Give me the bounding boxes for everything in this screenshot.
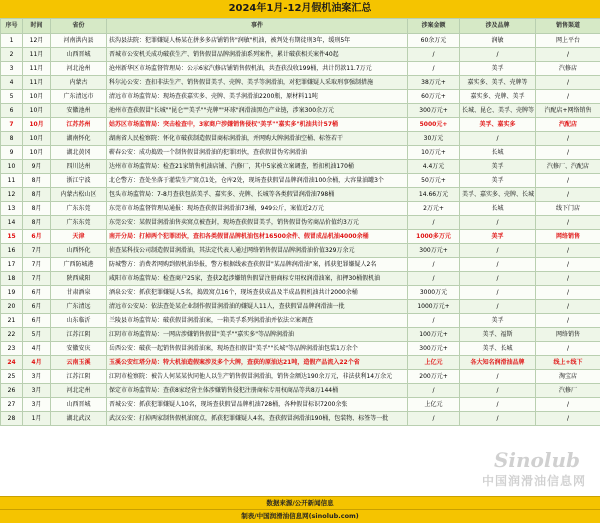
row-time-cell: 10月 (23, 132, 51, 146)
row-province-cell: 广东清远 (51, 300, 107, 314)
table-row (1, 244, 600, 258)
table-row (1, 342, 600, 356)
row-time-cell: 7月 (23, 258, 51, 272)
row-event-cell: 岳西公安：破获一起销售假冒润滑油案，现场查扣假冒"美孚""长城"等品牌润滑油包装1万余个 (107, 342, 408, 356)
row-province-cell: 湖南怀化 (51, 132, 107, 146)
case-table (0, 18, 600, 426)
row-province-cell: 山西怀化 (51, 244, 107, 258)
row-event-cell: 酒泉公安：抓获犯罪嫌疑人5名，捣毁窝点16个，现场查获成品及半成品假机油共计2000余桶 (107, 286, 408, 300)
row-time-cell: 6月 (23, 230, 51, 244)
row-no-cell: 4 (1, 76, 23, 90)
row-amount-cell: / (408, 314, 460, 328)
row-brand-cell: / (460, 258, 536, 272)
table-row (1, 104, 600, 118)
row-event-cell: 南开分局：打掉两个犯罪团伙，查扣各类假冒品牌机油包材16500余件、假冒成品机油4000余桶 (107, 230, 408, 244)
table-row (1, 90, 600, 104)
row-province-cell: 江苏江阴 (51, 370, 107, 384)
row-time-cell: 6月 (23, 286, 51, 300)
row-time-cell: 7月 (23, 244, 51, 258)
header-cell-province: 省份 (51, 19, 107, 34)
row-province-cell: 内蒙古松山区 (51, 188, 107, 202)
row-amount-cell: 50万元+ (408, 174, 460, 188)
row-channel-cell: 淘宝店 (536, 370, 600, 384)
row-event-cell: 东莞市市场监督管理局通报：现场查获假冒润滑油73桶，949公斤，案值近2万元 (107, 202, 408, 216)
row-province-cell: 河南洪内县 (51, 34, 107, 48)
row-amount-cell: / (408, 62, 460, 76)
row-time-cell: 1月 (23, 412, 51, 426)
row-amount-cell: 上亿元 (408, 398, 460, 412)
row-no-cell: 1 (1, 34, 23, 48)
row-event-cell: 北仑警方：查处坐落于灌装生产窝点1处，仓库2处，现场查获假冒品牌润滑油100余桶，大容量油罐3个 (107, 174, 408, 188)
row-province-cell: 河北定州 (51, 384, 107, 398)
row-province-cell: 山西晋城 (51, 398, 107, 412)
row-time-cell: 10月 (23, 90, 51, 104)
row-brand-cell: 美孚、长城 (460, 342, 536, 356)
row-province-cell: 陕西咸阳 (51, 272, 107, 286)
row-brand-cell: / (460, 398, 536, 412)
row-event-cell: 沧州新华区市场监督管理局：公示6家汽修店铺销售假机油，共查获没收199桶，共计罚款11.7万元 (107, 62, 408, 76)
table-row (1, 146, 600, 160)
row-no-cell: 27 (1, 398, 23, 412)
table-row (1, 370, 600, 384)
row-channel-cell: 线下门店 (536, 202, 600, 216)
row-no-cell: 9 (1, 146, 23, 160)
row-channel-cell: / (536, 314, 600, 328)
table-row (1, 300, 600, 314)
row-amount-cell: 10万元+ (408, 146, 460, 160)
row-channel-cell: 网络销售 (536, 230, 600, 244)
row-event-cell: 达州市市场监管局：检查21家销售机油店铺、汽修厂，其中5家被立案调查，暂扣机油170桶 (107, 160, 408, 174)
row-amount-cell: 300万元+ (408, 104, 460, 118)
row-no-cell: 22 (1, 328, 23, 342)
row-no-cell: 24 (1, 356, 23, 370)
footer-source: 数据来源/公开新闻信息 (0, 496, 600, 510)
row-time-cell: 4月 (23, 342, 51, 356)
row-brand-cell: 长城、昆仑、美孚、壳牌等 (460, 104, 536, 118)
row-channel-cell: 网上平台 (536, 34, 600, 48)
row-brand-cell: / (460, 370, 536, 384)
table-row (1, 62, 600, 76)
row-event-cell: 武汉公安：打掉两家制售假机油窝点，抓获犯罪嫌疑人4名，查获假冒润滑油190桶，包装物、标签等一批 (107, 412, 408, 426)
row-channel-cell: / (536, 272, 600, 286)
row-no-cell: 26 (1, 384, 23, 398)
row-time-cell: 3月 (23, 398, 51, 412)
row-no-cell: 19 (1, 286, 23, 300)
row-time-cell: 8月 (23, 174, 51, 188)
row-province-cell: 山西晋城 (51, 48, 107, 62)
row-time-cell: 8月 (23, 202, 51, 216)
row-channel-cell: / (536, 286, 600, 300)
row-amount-cell: / (408, 48, 460, 62)
table-row (1, 286, 600, 300)
row-brand-cell: / (460, 48, 536, 62)
row-no-cell: 10 (1, 160, 23, 174)
row-province-cell: 湖北武汉 (51, 412, 107, 426)
row-channel-cell: / (536, 90, 600, 104)
row-brand-cell: 长城 (460, 146, 536, 160)
table-row (1, 356, 600, 370)
row-amount-cell: 300万元+ (408, 342, 460, 356)
watermark-logo: Sinolub (494, 448, 580, 472)
row-brand-cell: 美孚 (460, 230, 536, 244)
row-event-cell: 侦查某科技公司制造假冒润滑油，其法定代表人通过网络销售假冒品牌润滑油价值329万余元 (107, 244, 408, 258)
row-brand-cell: 美孚、福斯 (460, 328, 536, 342)
row-event-cell: 姑苏区市场监管局：突击检查中，3家商户涉嫌销售侵权"美孚""嘉实多"机油共计57桶 (107, 118, 408, 132)
row-province-cell: 江苏苏州 (51, 118, 107, 132)
table-row (1, 328, 600, 342)
row-channel-cell: / (536, 48, 600, 62)
row-no-cell: 21 (1, 314, 23, 328)
row-channel-cell: / (536, 132, 600, 146)
row-brand-cell: / (460, 272, 536, 286)
row-no-cell: 15 (1, 230, 23, 244)
row-province-cell: 内蒙古 (51, 76, 107, 90)
row-time-cell: 8月 (23, 188, 51, 202)
row-amount-cell: / (408, 258, 460, 272)
table-row (1, 258, 600, 272)
row-amount-cell: 200万元+ (408, 370, 460, 384)
header-row (1, 19, 600, 34)
table-row (1, 384, 600, 398)
row-brand-cell: 美孚 (460, 160, 536, 174)
row-event-cell: 东莞公安：某假冒润滑油售卖窝点被查封，现场查获假冒美孚，销售假冒伪劣商品价值约3万元 (107, 216, 408, 230)
row-brand-cell: 美孚 (460, 314, 536, 328)
row-no-cell: 2 (1, 48, 23, 62)
row-event-cell: 晋城公安：抓获犯罪嫌疑人10名，现场查获假冒品牌机油728桶，各种假冒标识7200余张 (107, 398, 408, 412)
row-channel-cell: / (536, 300, 600, 314)
row-amount-cell: 38万元+ (408, 76, 460, 90)
row-channel-cell: 汽修厂 (536, 384, 600, 398)
row-brand-cell: / (460, 286, 536, 300)
row-no-cell: 28 (1, 412, 23, 426)
row-no-cell: 6 (1, 104, 23, 118)
header-cell-channel: 销售渠道 (536, 19, 600, 34)
table-row (1, 188, 600, 202)
row-brand-cell: 长城 (460, 202, 536, 216)
table-row (1, 230, 600, 244)
row-time-cell: 4月 (23, 356, 51, 370)
row-event-cell: 湖南省人民检察院：怀化市破获制造假冒商标润滑油，并网购大牌润滑油空桶、标签若干 (107, 132, 408, 146)
row-amount-cell: 3000万元 (408, 286, 460, 300)
row-amount-cell: / (408, 384, 460, 398)
row-time-cell: 6月 (23, 314, 51, 328)
row-no-cell: 18 (1, 272, 23, 286)
header-cell-amount: 涉案金额 (408, 19, 460, 34)
row-amount-cell: 上亿元 (408, 356, 460, 370)
row-province-cell: 浙江宁波 (51, 174, 107, 188)
table-row (1, 160, 600, 174)
row-amount-cell: 300万元+ (408, 244, 460, 258)
row-event-cell: 咸阳市市场监管局：检查商户25家，查获2起涉嫌销售假冒注册商标专用权润滑油案，扣押30桶假机油 (107, 272, 408, 286)
row-brand-cell: / (460, 216, 536, 230)
row-channel-cell: / (536, 146, 600, 160)
row-time-cell: 11月 (23, 76, 51, 90)
row-province-cell: 云南玉溪 (51, 356, 107, 370)
row-no-cell: 8 (1, 132, 23, 146)
row-brand-cell: 美孚 (460, 62, 536, 76)
row-province-cell: 安徽池州 (51, 104, 107, 118)
row-no-cell: 12 (1, 188, 23, 202)
row-channel-cell: / (536, 398, 600, 412)
row-event-cell: 江阴市市场监管局：一网店涉嫌销售假冒"美孚""嘉实多"等品牌润滑油 (107, 328, 408, 342)
table-row (1, 272, 600, 286)
row-amount-cell: 60万元+ (408, 90, 460, 104)
row-event-cell: 江阴市检察院：被告人何某某伙同他人以生产销售假冒润滑油，销售金额达190余万元，非法获利14万余元 (107, 370, 408, 384)
watermark-site: 中国润滑油信息网 (482, 472, 586, 489)
row-time-cell: 9月 (23, 160, 51, 174)
row-channel-cell: 线上+线下 (536, 356, 600, 370)
table-row (1, 76, 600, 90)
row-event-cell: 扶沟县法院：犯罪嫌疑人杨某在拼多多店铺销售"润敏"机油，被判处有期徒刑3年，缓刑5年 (107, 34, 408, 48)
row-province-cell: 广东东莞 (51, 202, 107, 216)
row-event-cell: 科尔沁公安：查扣非法生产、销售假冒美孚、壳牌、美孚等润滑油，对犯罪嫌疑人采取刑事强制措施 (107, 76, 408, 90)
row-amount-cell: 1000多万元 (408, 230, 460, 244)
row-time-cell: 11月 (23, 48, 51, 62)
row-time-cell: 5月 (23, 328, 51, 342)
row-brand-cell: 美孚 (460, 174, 536, 188)
row-province-cell: 山东临沂 (51, 314, 107, 328)
row-channel-cell: 汽修厂、汽配店 (536, 160, 600, 174)
row-time-cell: 3月 (23, 370, 51, 384)
row-amount-cell: 30万元 (408, 132, 460, 146)
row-event-cell: 兰陵县市场监管局：破获假冒润滑油案，一箱美孚系列润滑油并依法立案调查 (107, 314, 408, 328)
header-cell-time: 时间 (23, 19, 51, 34)
row-time-cell: 10月 (23, 146, 51, 160)
row-province-cell: 河北沧州 (51, 62, 107, 76)
row-event-cell: 蕲春公安：成功捣毁一个制售假冒润滑油的犯罪团伙，查获假冒伪劣润滑油 (107, 146, 408, 160)
row-no-cell: 3 (1, 62, 23, 76)
row-no-cell: 17 (1, 258, 23, 272)
row-channel-cell: / (536, 412, 600, 426)
row-channel-cell: 汽配店 (536, 118, 600, 132)
row-brand-cell: / (460, 412, 536, 426)
row-province-cell: 湖北黄冈 (51, 146, 107, 160)
table-row (1, 314, 600, 328)
footer-credit: 制表/中国润滑油信息网(sinolub.com) (0, 509, 600, 523)
table-row (1, 132, 600, 146)
row-channel-cell: / (536, 258, 600, 272)
row-brand-cell: 嘉实多、壳牌、美孚 (460, 90, 536, 104)
row-event-cell: 清远市市场监管局：现场查获嘉实多、壳牌、美孚润滑油2200瓶，原材料11吨 (107, 90, 408, 104)
row-no-cell: 7 (1, 118, 23, 132)
row-amount-cell: 2万元+ (408, 202, 460, 216)
header-cell-event: 事件 (107, 19, 408, 34)
row-no-cell: 16 (1, 244, 23, 258)
row-event-cell: 包头市场监管局：7-8月查获包括美孚、嘉实多、壳牌、长城等各类假冒润滑油798桶 (107, 188, 408, 202)
row-time-cell: 12月 (23, 34, 51, 48)
row-no-cell: 20 (1, 300, 23, 314)
row-province-cell: 广东清远市 (51, 90, 107, 104)
row-time-cell: 6月 (23, 300, 51, 314)
row-amount-cell: 100万元+ (408, 328, 460, 342)
row-amount-cell: / (408, 216, 460, 230)
row-channel-cell: / (536, 76, 600, 90)
row-time-cell: 10月 (23, 104, 51, 118)
row-amount-cell: 1000万元+ (408, 300, 460, 314)
row-province-cell: 四川达州 (51, 160, 107, 174)
row-province-cell: 安徽安庆 (51, 342, 107, 356)
table-row (1, 48, 600, 62)
row-time-cell: 3月 (23, 384, 51, 398)
table-row (1, 398, 600, 412)
row-channel-cell: / (536, 216, 600, 230)
row-event-cell: 保定市市场监管局：查获8家经营主体涉嫌销售侵犯注册商标专用权商品等共8万144桶 (107, 384, 408, 398)
row-event-cell: 防城警方：消费者网购到假机油举报，警方根据线索查获假冒"某品牌润滑油"案，抓获犯罪嫌疑人2名 (107, 258, 408, 272)
row-amount-cell: 60余万元 (408, 34, 460, 48)
row-channel-cell: / (536, 342, 600, 356)
row-brand-cell: / (460, 244, 536, 258)
row-channel-cell: 汽修店 (536, 62, 600, 76)
row-event-cell: 晋城市公安机关成功破获生产、销售假冒品牌润滑油系列案件，累计破获相关案件40起 (107, 48, 408, 62)
row-time-cell: 10月 (23, 118, 51, 132)
row-amount-cell: 5000元+ (408, 118, 460, 132)
row-brand-cell: 美孚、嘉实多 (460, 118, 536, 132)
row-event-cell: 清远市公安局：依法查处某企业制作假冒润滑油的嫌疑人11人，查获假冒品牌润滑油一批 (107, 300, 408, 314)
header-cell-brand: 涉及品牌 (460, 19, 536, 34)
row-brand-cell: / (460, 384, 536, 398)
row-amount-cell: 4.4万元 (408, 160, 460, 174)
table-row (1, 174, 600, 188)
row-amount-cell: 14.66万元 (408, 188, 460, 202)
table-row (1, 216, 600, 230)
row-time-cell: 8月 (23, 216, 51, 230)
row-brand-cell: / (460, 300, 536, 314)
row-province-cell: 甘肃酒泉 (51, 286, 107, 300)
row-channel-cell: 汽配店+网络销售 (536, 104, 600, 118)
row-brand-cell: 美孚、嘉实多、壳牌、长城 (460, 188, 536, 202)
row-no-cell: 14 (1, 216, 23, 230)
row-brand-cell: 嘉实多、美孚、壳牌等 (460, 76, 536, 90)
row-brand-cell: 各大知名润滑油品牌 (460, 356, 536, 370)
row-no-cell: 11 (1, 174, 23, 188)
row-province-cell: 天津 (51, 230, 107, 244)
row-event-cell: 池州市查获假冒"长城""昆仑""美孚""壳牌""环球"润滑油黑色产业链，涉案300余万元 (107, 104, 408, 118)
row-brand-cell: 润敏 (460, 34, 536, 48)
row-province-cell: 广西防城港 (51, 258, 107, 272)
header-cell-no: 序号 (1, 19, 23, 34)
table-row (1, 412, 600, 426)
row-event-cell: 玉溪公安红塔分局：特大机油造假案涉及多个大牌，查获的原油达21吨，造假产品流入22个省 (107, 356, 408, 370)
row-no-cell: 5 (1, 90, 23, 104)
row-time-cell: 7月 (23, 272, 51, 286)
row-no-cell: 25 (1, 370, 23, 384)
row-province-cell: 广东东莞 (51, 216, 107, 230)
row-no-cell: 13 (1, 202, 23, 216)
row-province-cell: 江苏江阴 (51, 328, 107, 342)
row-amount-cell: / (408, 412, 460, 426)
row-time-cell: 11月 (23, 62, 51, 76)
row-brand-cell: / (460, 132, 536, 146)
row-no-cell: 23 (1, 342, 23, 356)
table-row (1, 202, 600, 216)
row-channel-cell: / (536, 174, 600, 188)
case-rows (1, 34, 600, 426)
row-channel-cell: / (536, 188, 600, 202)
table-row (1, 118, 600, 132)
row-channel-cell: 网络销售 (536, 328, 600, 342)
sheet-title: 2024年1月-12月假机油案汇总 (0, 0, 600, 19)
row-amount-cell: / (408, 272, 460, 286)
row-channel-cell: / (536, 244, 600, 258)
table-row (1, 34, 600, 48)
